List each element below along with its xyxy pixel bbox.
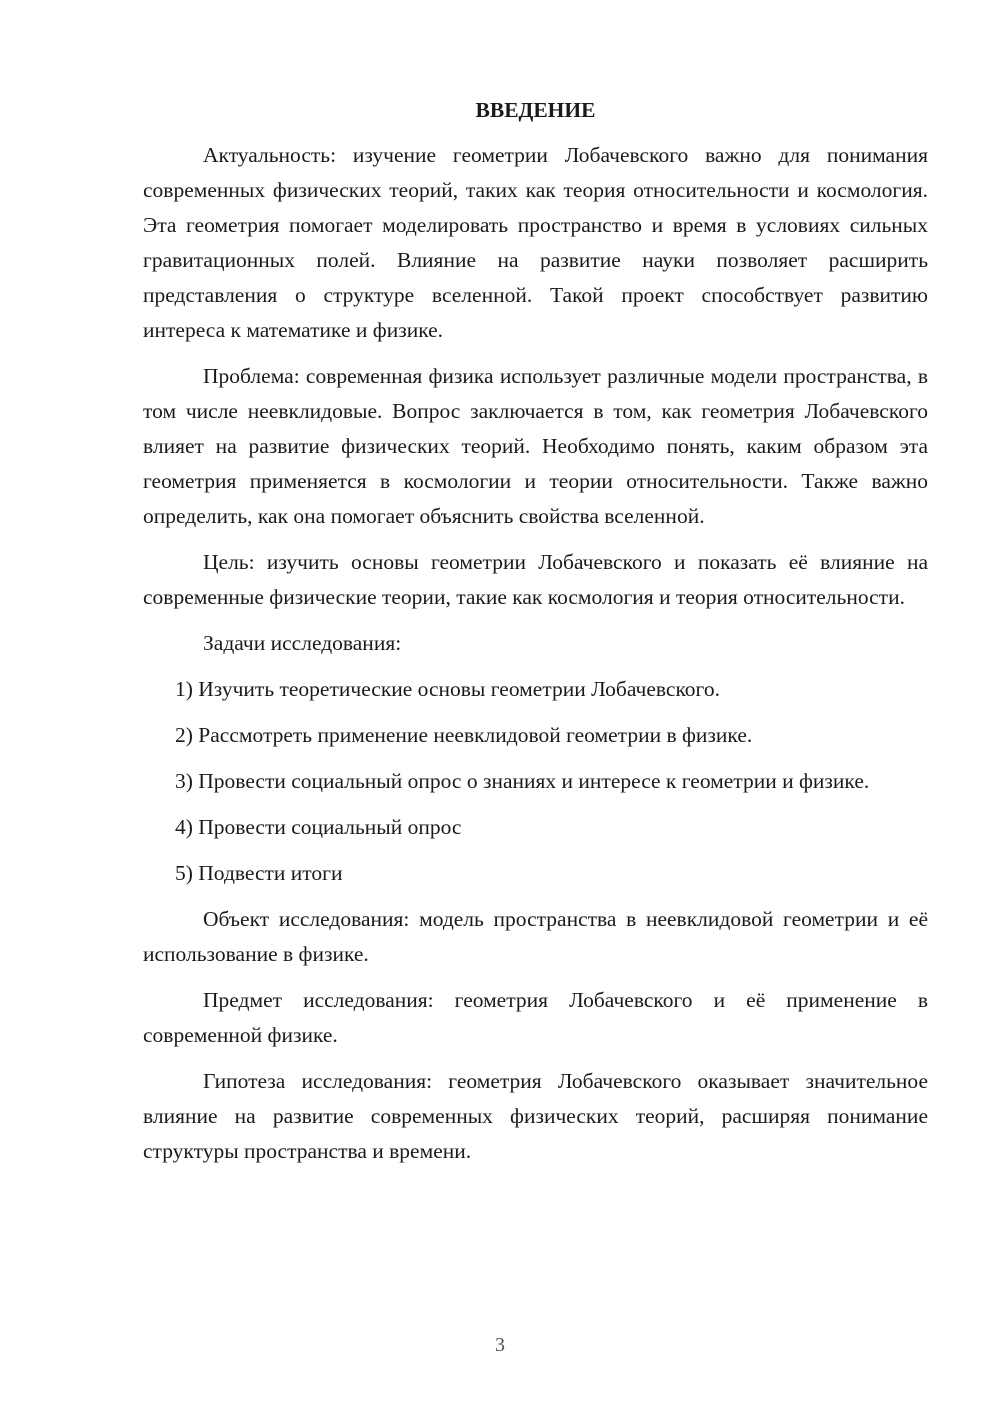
document-heading: ВВЕДЕНИЕ xyxy=(475,98,596,122)
task-item: 5) Подвести итоги xyxy=(175,861,343,885)
paragraph-problem: Проблема: современная физика использует различные модели пространства, в том числе неевклидовые. Вопрос заключается в том, как геометрия Лобачевского влияет на развитие физических теорий. Необходимо понять, каким образом эта геометрия применяется в космологии и теории относительности. Также важно определить, как она помогает объяснить свойства вселенной. xyxy=(143,364,928,528)
page-number: 3 xyxy=(495,1334,505,1356)
paragraph-object: Объект исследования: модель пространства в неевклидовой геометрии и её использование в физике. xyxy=(143,907,928,966)
paragraph-goal: Цель: изучить основы геометрии Лобачевского и показать её влияние на современные физические теории, такие как космология и теория относительности. xyxy=(143,550,928,609)
paragraph-subject: Предмет исследования: геометрия Лобачевского и её применение в современной физике. xyxy=(143,988,928,1047)
task-item: 1) Изучить теоретические основы геометрии Лобачевского. xyxy=(175,677,720,701)
task-item: 3) Провести социальный опрос о знаниях и интересе к геометрии и физике. xyxy=(175,769,870,793)
document-page xyxy=(143,90,928,1180)
task-item: 4) Провести социальный опрос xyxy=(175,815,462,839)
paragraph-hypothesis: Гипотеза исследования: геометрия Лобачевского оказывает значительное влияние на развитие современных физических теорий, расширяя понимание структуры пространства и времени. xyxy=(143,1069,928,1163)
paragraph-tasks-intro: Задачи исследования: xyxy=(203,631,402,655)
paragraph-relevance: Актуальность: изучение геометрии Лобачевского важно для понимания современных физических теорий, таких как теория относительности и космология. Эта геометрия помогает моделировать пространство и время в условиях сильных гравитационных полей. Влияние на развитие науки позволяет расширить представления о структуре вселенной. Такой проект способствует развитию интереса к математике и физике. xyxy=(143,143,928,342)
task-item: 2) Рассмотреть применение неевклидовой геометрии в физике. xyxy=(175,723,753,747)
